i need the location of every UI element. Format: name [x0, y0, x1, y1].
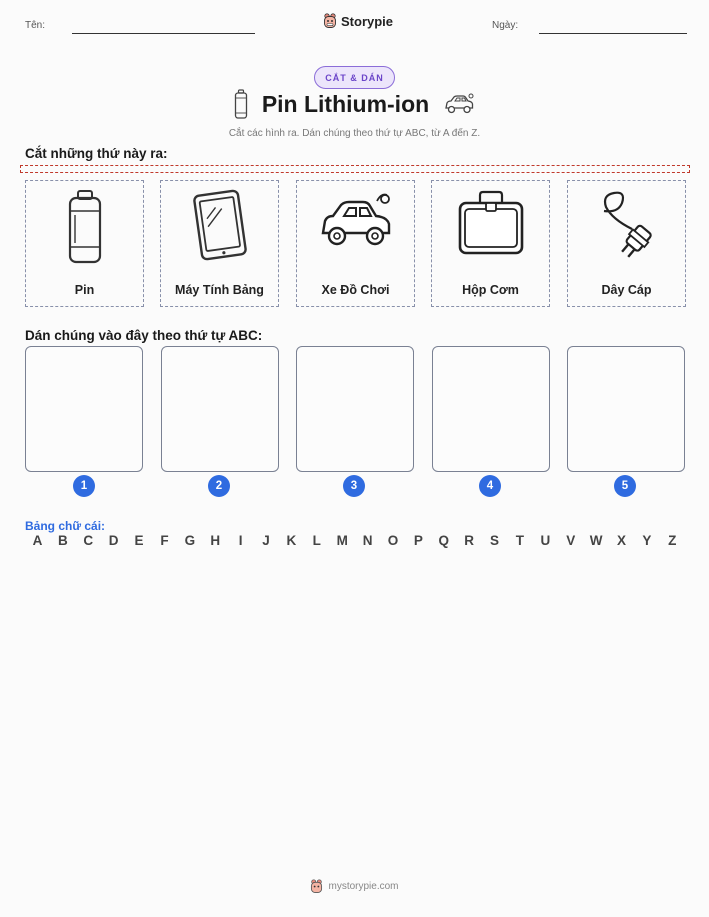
alphabet-letter: L [312, 533, 321, 548]
cut-card-label: Máy Tính Bảng [175, 283, 264, 297]
cut-card-tablet[interactable] [160, 180, 279, 307]
toy-car-icon [443, 93, 475, 115]
cable-icon [592, 189, 662, 261]
alphabet-letter: R [464, 533, 475, 548]
footer [0, 879, 709, 894]
cut-card-label: Xe Đồ Chơi [321, 283, 390, 297]
alphabet-letter: N [362, 533, 373, 548]
storypie-logo [323, 13, 393, 29]
alphabet-row [25, 533, 685, 548]
cut-card-battery[interactable] [25, 180, 144, 307]
alphabet-letter: F [160, 533, 169, 548]
cut-section-heading: Cắt những thứ này ra: [25, 146, 168, 161]
cut-card-cable[interactable] [567, 180, 686, 307]
instructions: Cắt các hình ra. Dán chúng theo thứ tự ABC, từ A đến Z. [228, 128, 481, 139]
alphabet-letter: K [286, 533, 297, 548]
number-badge-1: 1 [73, 475, 95, 497]
date-label: Ngày: [492, 20, 519, 31]
paste-box-2[interactable] [161, 346, 279, 472]
alphabet-letter: H [210, 533, 221, 548]
alphabet-letter: Y [642, 533, 652, 548]
number-badge-2: 2 [208, 475, 230, 497]
alphabet-letter: M [336, 533, 348, 548]
paste-box-3[interactable] [296, 346, 414, 472]
paste-section-heading: Dán chúng vào đây theo thứ tự ABC: [25, 328, 263, 343]
tablet-icon [190, 189, 250, 261]
cut-card-toy-car[interactable] [296, 180, 415, 307]
alphabet-letter: I [238, 533, 243, 548]
alphabet-letter: P [413, 533, 423, 548]
brand-name: Storypie [341, 13, 394, 29]
alphabet-letter: E [134, 533, 144, 548]
cut-line [20, 165, 690, 173]
paste-box-4[interactable] [432, 346, 550, 472]
alphabet-letter: Z [668, 533, 677, 548]
lunchbox-icon [456, 189, 526, 257]
name-line [72, 33, 255, 34]
toy-car-icon [319, 189, 393, 253]
alphabet-letter: J [262, 533, 270, 548]
alphabet-letter: X [616, 533, 626, 548]
number-badge-5: 5 [614, 475, 636, 497]
alphabet-letter: O [387, 533, 399, 548]
cut-card-lunchbox[interactable] [431, 180, 550, 307]
alphabet-letter: S [490, 533, 500, 548]
date-line [539, 33, 687, 34]
paste-box-1[interactable] [25, 346, 143, 472]
alphabet-letter: V [566, 533, 576, 548]
alphabet-letter: D [108, 533, 119, 548]
footer-site: mystorypie.com [328, 881, 399, 892]
cut-card-label: Hộp Cơm [462, 283, 519, 297]
number-badge-4: 4 [479, 475, 501, 497]
alphabet-letter: Q [438, 533, 449, 548]
alphabet-letter: A [32, 533, 43, 548]
paste-box-5[interactable] [567, 346, 685, 472]
alphabet-letter: W [589, 533, 603, 548]
alphabet-letter: G [184, 533, 196, 548]
battery-icon [234, 89, 248, 119]
page-title: Pin Lithium-ion [261, 90, 430, 117]
alphabet-letter: T [515, 533, 525, 548]
storypie-mascot-icon [323, 13, 337, 29]
storypie-mascot-icon [310, 879, 323, 894]
alphabet-letter: U [540, 533, 551, 548]
name-label: Tên: [25, 20, 46, 31]
number-badge-3: 3 [343, 475, 365, 497]
alphabet-letter: B [58, 533, 68, 548]
alphabet-letter: C [83, 533, 94, 548]
cut-card-label: Pin [74, 283, 95, 297]
activity-badge: CẮT & DÁN [314, 66, 395, 89]
title-row [0, 89, 709, 119]
cut-card-label: Dây Cáp [601, 283, 652, 297]
alphabet-label: Bảng chữ cái: [25, 519, 106, 533]
battery-icon [65, 189, 105, 265]
